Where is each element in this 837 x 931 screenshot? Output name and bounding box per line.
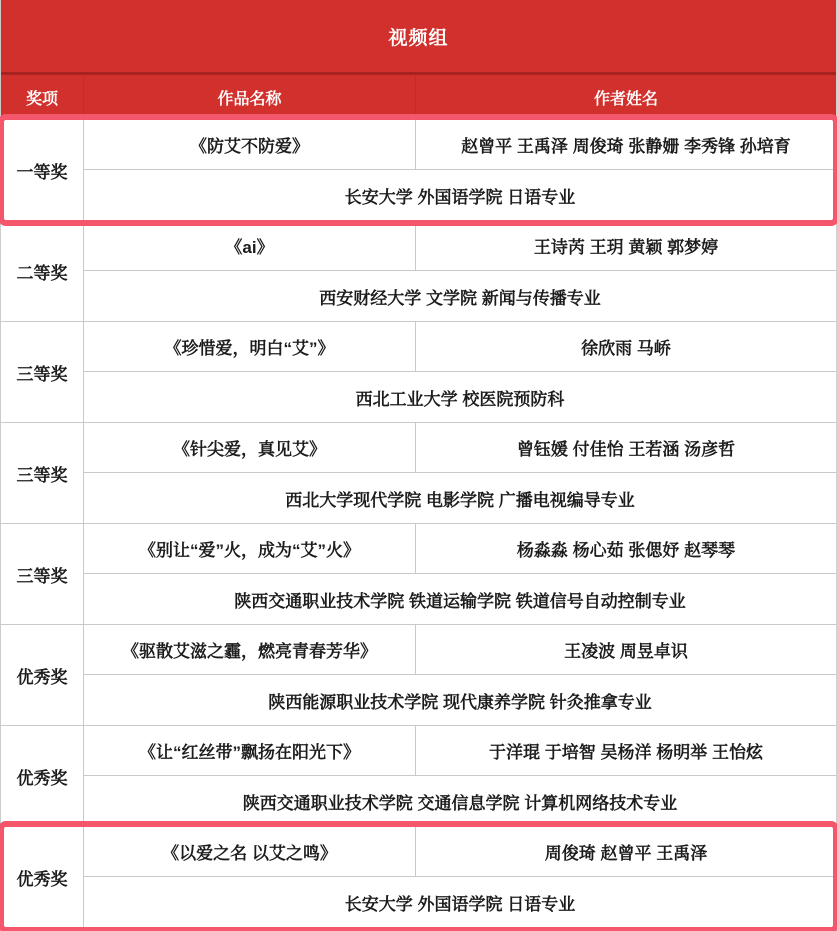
work-title: 《珍惜爱，明白“艾”》: [84, 322, 416, 372]
school-info: 西北大学现代学院 电影学院 广播电视编导专业: [285, 490, 635, 510]
column-header-work: 作品名称: [84, 75, 416, 120]
school-info: 长安大学 外国语学院 日语专业: [344, 894, 576, 914]
column-header-row: [1, 75, 836, 120]
author-names: 徐欣雨 马峤: [416, 322, 836, 372]
table-row: [1, 423, 836, 524]
award-label: 二等奖: [1, 221, 84, 321]
school-info: 西安财经大学 文学院 新闻与传播专业: [319, 288, 601, 308]
award-label: 优秀奖: [1, 625, 84, 725]
author-names: 曾钰媛 付佳怡 王若涵 汤彦哲: [416, 423, 836, 473]
table-title: 视频组: [1, 0, 836, 75]
table-row: [1, 625, 836, 726]
table-row: [1, 322, 836, 423]
work-title: 《针尖爱，真见艾》: [84, 423, 416, 473]
author-names: 赵曾平 王禹泽 周俊琦 张静姗 李秀锋 孙培育: [416, 120, 836, 170]
award-label: 三等奖: [1, 423, 84, 523]
work-title: 《以爱之名 以艾之鸣》: [84, 827, 416, 877]
school-info: 长安大学 外国语学院 日语专业: [344, 187, 576, 207]
work-title: 《ai》: [84, 221, 416, 271]
award-label: 一等奖: [1, 120, 84, 220]
award-label: 三等奖: [1, 524, 84, 624]
column-header-authors: 作者姓名: [593, 91, 658, 108]
work-title: 《让“红丝带”飘扬在阳光下》: [84, 726, 416, 776]
table-row: [1, 120, 836, 221]
table-row: [1, 524, 836, 625]
author-names: 杨淼淼 杨心茹 张偲妤 赵琴琴: [416, 524, 836, 574]
award-label: 优秀奖: [1, 726, 84, 826]
work-title: 《别让“爱”火，成为“艾”火》: [84, 524, 416, 574]
author-names: 于洋琨 于培智 吴杨洋 杨明举 王怡炫: [416, 726, 836, 776]
school-info: 陕西交通职业技术学院 交通信息学院 计算机网络技术专业: [242, 793, 678, 813]
author-names: 周俊琦 赵曾平 王禹泽: [416, 827, 836, 877]
school-info: 陕西交通职业技术学院 铁道运输学院 铁道信号自动控制专业: [234, 591, 686, 611]
author-names: 王诗芮 王玥 黄颖 郭梦婷: [416, 221, 836, 271]
table-row: [1, 221, 836, 322]
work-title: 《防艾不防爱》: [84, 120, 416, 170]
award-label: 三等奖: [1, 322, 84, 422]
school-info: 陕西能源职业技术学院 现代康养学院 针灸推拿专业: [268, 692, 652, 712]
award-label: 优秀奖: [1, 827, 84, 927]
author-names: 王凌波 周昱卓识: [416, 625, 836, 675]
column-header-award: 奖项: [1, 75, 84, 120]
table-row: [1, 827, 836, 928]
work-title: 《驱散艾滋之霾，燃亮青春芳华》: [84, 625, 416, 675]
school-info: 西北工业大学 校医院预防科: [355, 389, 565, 409]
table-row: [1, 726, 836, 827]
